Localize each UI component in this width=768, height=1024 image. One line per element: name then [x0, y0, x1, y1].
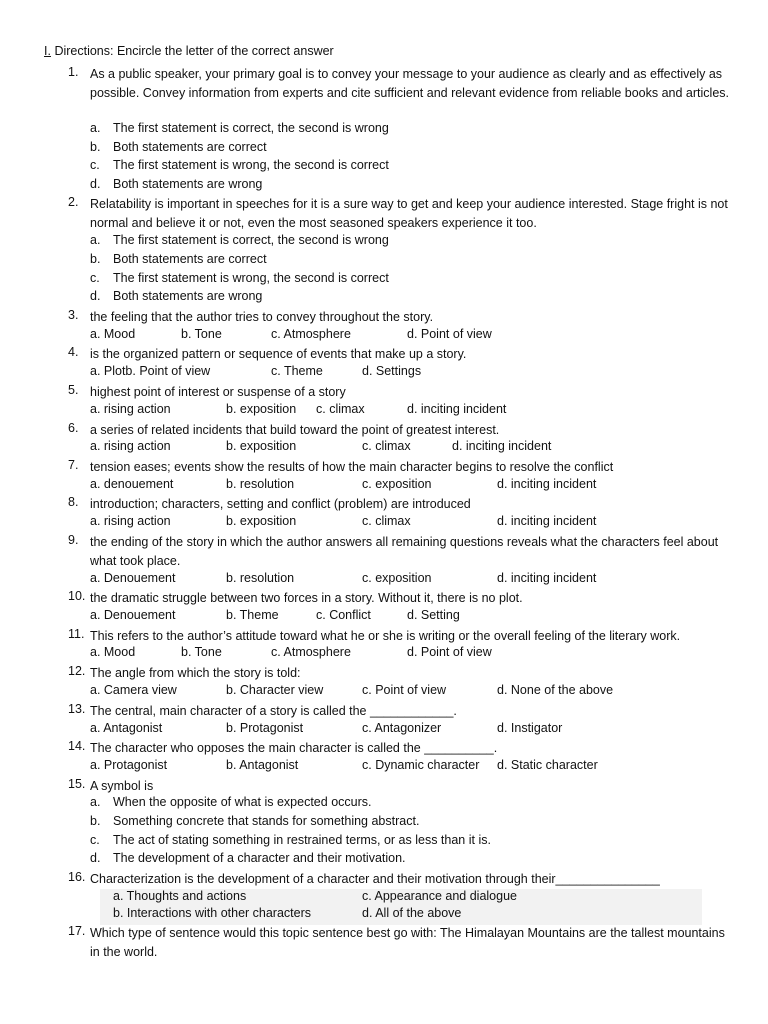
option-d[interactable]: d. All of the above [362, 906, 462, 920]
question-number: 15. [68, 777, 86, 791]
q12-options [90, 683, 730, 702]
question-7 [68, 458, 730, 477]
q9-options [90, 571, 730, 590]
option-d[interactable]: d. inciting incident [452, 439, 552, 453]
option-c[interactable]: c. climax [362, 439, 411, 453]
option-letter: a. [90, 233, 101, 247]
option-d[interactable]: d. inciting incident [497, 477, 597, 491]
question-8 [68, 495, 730, 514]
question-text: Characterization is the development of a character and their motivation through their_______________ [90, 872, 660, 886]
q11-options [90, 645, 730, 664]
question-13 [68, 702, 730, 721]
option-a[interactable]: a. Thoughts and actions [113, 889, 247, 903]
question-text: Which type of sentence would this topic sentence best go with: The Himalayan Mountains are the tallest mountains in the world. [90, 926, 725, 959]
q8-options [90, 514, 730, 533]
option-letter: a. [90, 795, 101, 809]
q6-options [90, 439, 730, 458]
option-letter: a. [90, 121, 101, 135]
option-d[interactable]: d. inciting incident [407, 402, 507, 416]
question-number: 13. [68, 702, 86, 716]
option-d[interactable]: d. Static character [497, 758, 598, 772]
option-a[interactable]: a. Camera view [90, 683, 177, 697]
option-d[interactable]: d. Settings [362, 364, 422, 378]
question-text: the feeling that the author tries to convey throughout the story. [90, 310, 434, 324]
option-a[interactable]: a. Denouement [90, 571, 176, 585]
question-17 [68, 924, 730, 961]
question-number: 12. [68, 664, 86, 678]
option-c[interactable]: c. Dynamic character [362, 758, 480, 772]
option-letter: d. [90, 851, 101, 865]
question-text: a series of related incidents that build toward the point of greatest interest. [90, 423, 500, 437]
option-b[interactable]: b. Character view [226, 683, 324, 697]
question-text: The character who opposes the main character is called the __________. [90, 741, 498, 755]
question-text: the ending of the story in which the author answers all remaining questions reveals what the characters feel about what took place. [90, 535, 719, 568]
option-text: When the opposite of what is expected occurs. [113, 795, 372, 809]
q13-options [90, 721, 730, 740]
question-number: 5. [68, 383, 79, 397]
question-text: A symbol is [90, 779, 154, 793]
question-2 [68, 195, 730, 232]
option-letter: d. [90, 289, 101, 303]
option-text: The first statement is correct, the second is wrong [113, 233, 389, 247]
option-text: The first statement is correct, the second is wrong [113, 121, 389, 135]
section-number: I. [44, 44, 51, 58]
option-letter: b. [90, 252, 101, 266]
question-text: introduction; characters, setting and conflict (problem) are introduced [90, 497, 471, 511]
q10-options [90, 608, 730, 627]
option-b[interactable]: b. resolution [226, 571, 295, 585]
question-text: is the organized pattern or sequence of events that make up a story. [90, 347, 467, 361]
q3-options [90, 327, 730, 346]
option-text: Something concrete that stands for something abstract. [113, 814, 420, 828]
option-text: The first statement is wrong, the second is correct [113, 158, 389, 172]
option-c[interactable]: c. Atmosphere [271, 327, 351, 341]
question-11 [68, 627, 730, 646]
option-text: Both statements are wrong [113, 177, 263, 191]
option-c[interactable]: c. Antagonizer [362, 721, 442, 735]
question-number: 11. [68, 627, 85, 641]
option-b[interactable]: b. Interactions with other characters [113, 906, 312, 920]
question-6 [68, 421, 730, 440]
question-5 [68, 383, 730, 402]
q5-options [90, 402, 730, 421]
question-number: 8. [68, 495, 79, 509]
option-letter: c. [90, 271, 100, 285]
question-text: highest point of interest or suspense of a story [90, 385, 346, 399]
question-number: 9. [68, 533, 79, 547]
question-number: 6. [68, 421, 79, 435]
directions-text: Encircle the letter of the correct answer [113, 44, 334, 58]
option-letter: c. [90, 158, 100, 172]
option-a[interactable]: a. rising action [90, 439, 171, 453]
option-a[interactable]: a. denouement [90, 477, 174, 491]
option-b[interactable]: b. Tone [181, 327, 222, 341]
question-number: 2. [68, 195, 79, 209]
option-c[interactable]: c. climax [316, 402, 365, 416]
question-number: 14. [68, 739, 86, 753]
option-text: The development of a character and their motivation. [113, 851, 406, 865]
question-number: 17. [68, 924, 86, 938]
question-12 [68, 664, 730, 683]
option-d[interactable]: d. inciting incident [497, 571, 597, 585]
option-b[interactable]: b. Protagonist [226, 721, 304, 735]
option-d[interactable]: d. None of the above [497, 683, 614, 697]
option-text: Both statements are correct [113, 140, 267, 154]
option-a[interactable]: a. Antagonist [90, 721, 163, 735]
question-10 [68, 589, 730, 608]
q16-options-row2 [113, 906, 753, 925]
question-4 [68, 345, 730, 364]
question-15 [68, 777, 730, 796]
question-text: As a public speaker, your primary goal is to convey your message to your audience as clearly and as effectively as possible. Convey information from experts and cite sufficient and relevant evidence from reliable books and articles. [90, 67, 729, 100]
question-3 [68, 308, 730, 327]
question-number: 3. [68, 308, 79, 322]
option-text: The act of stating something in restrained terms, or as less than it is. [113, 833, 491, 847]
option-d[interactable]: d. Instigator [497, 721, 563, 735]
directions-heading [44, 44, 334, 58]
question-text: The angle from which the story is told: [90, 666, 301, 680]
question-number: 7. [68, 458, 79, 472]
option-a[interactable]: a. rising action [90, 402, 171, 416]
q7-options [90, 477, 730, 496]
option-letter: d. [90, 177, 101, 191]
question-9 [68, 533, 730, 570]
question-16 [68, 870, 730, 889]
option-c[interactable]: c. Appearance and dialogue [362, 889, 517, 903]
option-letter: b. [90, 140, 101, 154]
option-text: The first statement is wrong, the second is correct [113, 271, 389, 285]
question-text: The central, main character of a story is called the ____________. [90, 704, 457, 718]
option-c[interactable]: c. Point of view [362, 683, 447, 697]
directions-label: Directions: [54, 44, 114, 58]
option-b[interactable]: b. resolution [226, 477, 295, 491]
question-number: 16. [68, 870, 86, 884]
question-text: tension eases; events show the results of how the main character begins to resolve the conflict [90, 460, 614, 474]
question-number: 4. [68, 345, 79, 359]
option-b[interactable]: b. Tone [181, 645, 222, 659]
option-c[interactable]: c. Atmosphere [271, 645, 351, 659]
option-a[interactable]: a. Denouement [90, 608, 176, 622]
option-text: Both statements are wrong [113, 289, 263, 303]
question-number: 1. [68, 65, 79, 79]
option-d[interactable]: d. Point of view [407, 645, 492, 659]
option-c[interactable]: c. Theme [271, 364, 323, 378]
option-a[interactable]: a. Mood [90, 327, 136, 341]
option-letter: c. [90, 833, 100, 847]
q4-options [90, 364, 730, 383]
option-d[interactable]: d. inciting incident [497, 514, 597, 528]
option-a[interactable]: a. rising action [90, 514, 171, 528]
option-b[interactable]: b. Antagonist [226, 758, 299, 772]
option-a[interactable]: a. Mood [90, 645, 136, 659]
option-b[interactable]: b. exposition [226, 402, 297, 416]
question-number: 10. [68, 589, 86, 603]
q14-options [90, 758, 730, 777]
question-text: This refers to the author’s attitude toward what he or she is writing or the overall feeling of the literary work. [90, 629, 681, 643]
option-d[interactable]: d. Point of view [407, 327, 492, 341]
option-b[interactable]: b. Theme [226, 608, 279, 622]
question-text: Relatability is important in speeches for it is a sure way to get and keep your audience interested. Stage fright is not normal and believe it or not, even the most seasoned speakers experience it too. [90, 197, 728, 230]
option-c[interactable]: c. climax [362, 514, 411, 528]
option-b[interactable]: b. exposition [226, 439, 297, 453]
option-b[interactable]: b. exposition [226, 514, 297, 528]
option-ab[interactable]: a. Plotb. Point of view [90, 364, 211, 378]
option-text: Both statements are correct [113, 252, 267, 266]
option-letter: b. [90, 814, 101, 828]
option-a[interactable]: a. Protagonist [90, 758, 168, 772]
option-c[interactable]: c. exposition [362, 571, 432, 585]
option-c[interactable]: c. Conflict [316, 608, 371, 622]
question-1 [68, 65, 730, 102]
option-c[interactable]: c. exposition [362, 477, 432, 491]
question-14 [68, 739, 730, 758]
question-text: the dramatic struggle between two forces in a story. Without it, there is no plot. [90, 591, 523, 605]
option-d[interactable]: d. Setting [407, 608, 460, 622]
